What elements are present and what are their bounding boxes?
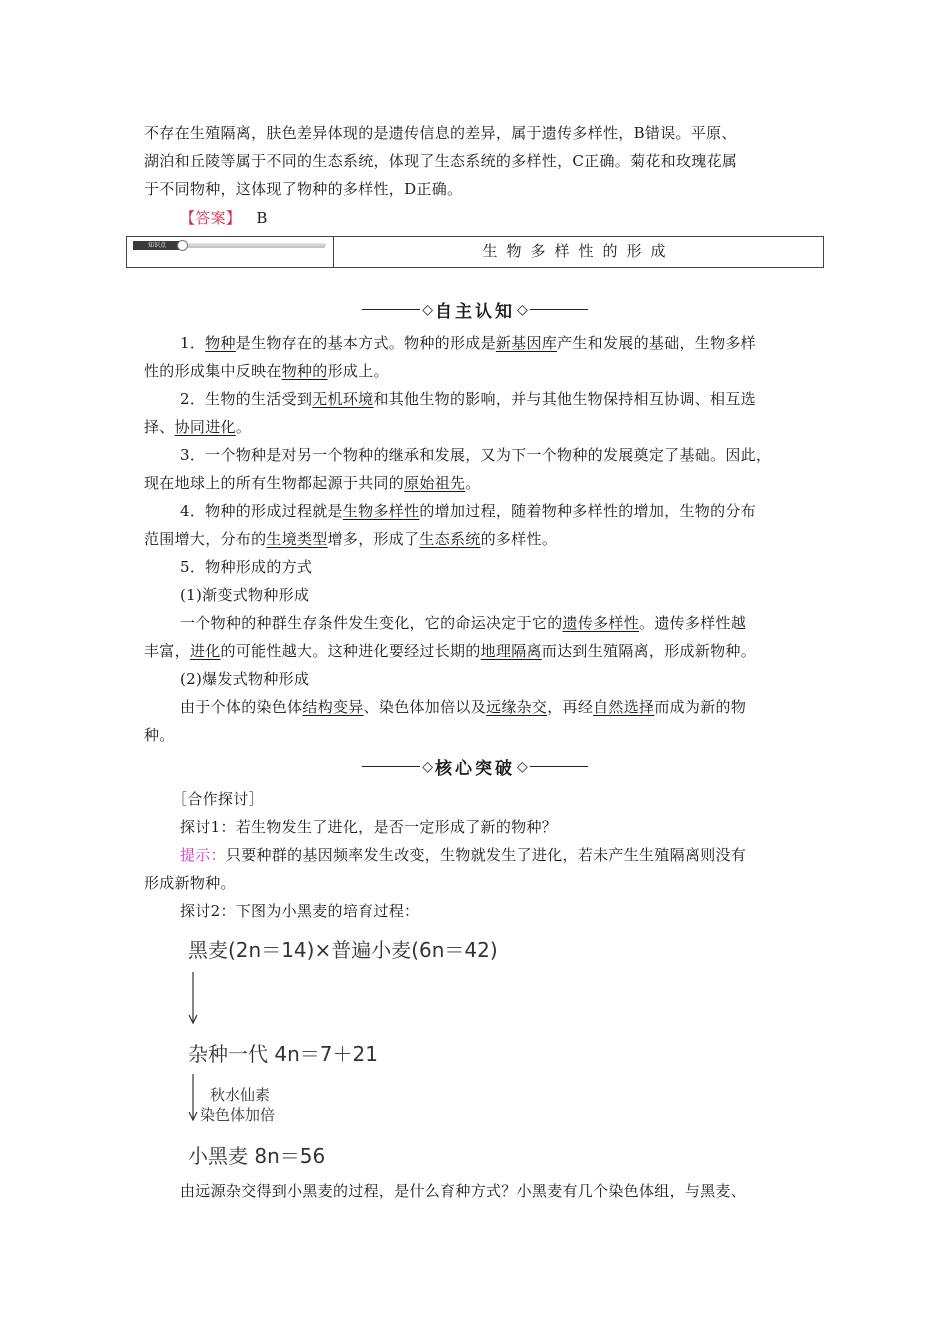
answer-value: B xyxy=(256,209,268,227)
fill-blank: 进化 xyxy=(189,642,221,660)
fill-blank: 新基因库 xyxy=(495,334,558,352)
section-heading-core-breakthrough xyxy=(0,754,950,779)
diagram-parents: 黑麦(2n＝14)×普遍小麦(6n＝42) xyxy=(188,938,498,962)
fill-blank: 自然选择 xyxy=(593,698,655,716)
heading-rule-right xyxy=(530,309,588,310)
fill-blank: 地理隔离 xyxy=(480,642,542,660)
item-5-2-line-2: 种。 xyxy=(144,726,175,744)
item-5-2-line-1: 由于个体的染色体结构变异、染色体加倍以及远缘杂交，再经自然选择而成为新的物 xyxy=(180,698,747,716)
diamond-icon: ◇ xyxy=(517,301,528,318)
tag-bar xyxy=(181,243,326,248)
text-line: 于不同物种，这体现了物种的多样性，D正确。 xyxy=(144,180,463,198)
hint-label: 提示： xyxy=(180,846,226,864)
diagram-result: 小黑麦 8n＝56 xyxy=(188,1144,326,1168)
fill-blank: 物种的 xyxy=(281,362,328,380)
section-title: 核心突破 xyxy=(435,759,515,779)
topic-box xyxy=(126,236,824,268)
tag-knob-icon xyxy=(177,240,188,251)
diagram-treatment-2: 染色体加倍 xyxy=(200,1106,276,1124)
diamond-icon: ◇ xyxy=(422,301,433,318)
text-line: 湖泊和丘陵等属于不同的生态系统，体现了生态系统的多样性，C正确。菊花和玫瑰花属 xyxy=(144,152,738,170)
discussion-question-2: 探讨2：下图为小黑麦的培育过程： xyxy=(180,902,420,920)
text-line: 不存在生殖隔离，肤色差异体现的是遗传信息的差异，属于遗传多样性，B错误。平原、 xyxy=(144,124,737,142)
fill-blank: 结构变异 xyxy=(302,698,364,716)
item-4-line-1: 4．物种的形成过程就是生物多样性的增加过程，随着物种多样性的增加，生物的分布 xyxy=(180,502,756,520)
discussion-heading: ［合作探讨］ xyxy=(172,790,264,808)
item-2-line-2: 择、协同进化。 xyxy=(144,418,252,436)
discussion-question-1: 探讨1：若生物发生了进化，是否一定形成了新的物种？ xyxy=(180,818,558,836)
fill-blank: 生境类型 xyxy=(266,530,328,548)
diamond-icon: ◇ xyxy=(422,758,433,775)
hint-line-2: 形成新物种。 xyxy=(144,874,236,892)
fill-blank: 无机环境 xyxy=(312,390,374,408)
heading-rule-left xyxy=(362,766,420,767)
fill-blank: 生物多样性 xyxy=(342,502,420,520)
topic-title: 生物多样性的形成 xyxy=(482,242,675,260)
knowledge-point-label: 知识点 xyxy=(133,241,181,250)
diamond-icon: ◇ xyxy=(517,758,528,775)
fill-blank: 遗传多样性 xyxy=(562,614,640,632)
section-heading-self-study xyxy=(0,297,950,322)
item-2-line-1: 2．生物的生活受到无机环境和其他生物的影响，并与其他生物保持相互协调、相互选 xyxy=(180,390,756,408)
knowledge-point-tag xyxy=(133,241,326,250)
answer-label: 【答案】 xyxy=(180,209,242,227)
heading-rule-right xyxy=(530,766,588,767)
item-5-1-line-1: 一个物种的种群生存条件发生变化，它的命运决定于它的遗传多样性。遗传多样性越 xyxy=(180,614,747,632)
answer-line xyxy=(180,207,268,228)
item-5-1-heading: (1)渐变式物种形成 xyxy=(180,586,310,604)
diagram-f1: 杂种一代 4n＝7＋21 xyxy=(188,1042,378,1066)
triticale-breeding-diagram xyxy=(186,930,606,1170)
fill-blank: 物种 xyxy=(205,334,236,352)
item-1-line-2: 性的形成集中反映在物种的形成上。 xyxy=(144,362,389,380)
item-4-line-2: 范围增大，分布的生境类型增多，形成了生态系统的多样性。 xyxy=(144,530,558,548)
section-title: 自主认知 xyxy=(435,302,515,322)
discussion-question-3: 由远源杂交得到小黑麦的过程，是什么育种方式？小黑麦有几个染色体组，与黑麦、 xyxy=(180,1182,747,1200)
fill-blank: 协同进化 xyxy=(174,418,236,436)
fill-blank: 远缘杂交 xyxy=(486,698,548,716)
item-5-heading: 5．物种形成的方式 xyxy=(180,558,313,576)
item-5-2-heading: (2)爆发式物种形成 xyxy=(180,670,310,688)
item-3-line-1: 3．一个物种是对另一个物种的继承和发展，又为下一个物种的发展奠定了基础。因此， xyxy=(180,446,772,464)
heading-rule-left xyxy=(362,309,420,310)
item-1-line-1: 1．物种是生物存在的基本方式。物种的形成是新基因库产生和发展的基础，生物多样 xyxy=(180,334,756,352)
item-3-line-2: 现在地球上的所有生物都起源于共同的原始祖先。 xyxy=(144,474,481,492)
item-5-1-line-2: 丰富，进化的可能性越大。这种进化要经过长期的地理隔离而达到生殖隔离，形成新物种。 xyxy=(144,642,757,660)
hint-line-1: 提示：只要种群的基因频率发生改变，生物就发生了进化，若未产生生殖隔离则没有 xyxy=(180,846,747,864)
fill-blank: 生态系统 xyxy=(419,530,481,548)
fill-blank: 原始祖先 xyxy=(404,474,466,492)
diagram-treatment-1: 秋水仙素 xyxy=(210,1086,271,1104)
